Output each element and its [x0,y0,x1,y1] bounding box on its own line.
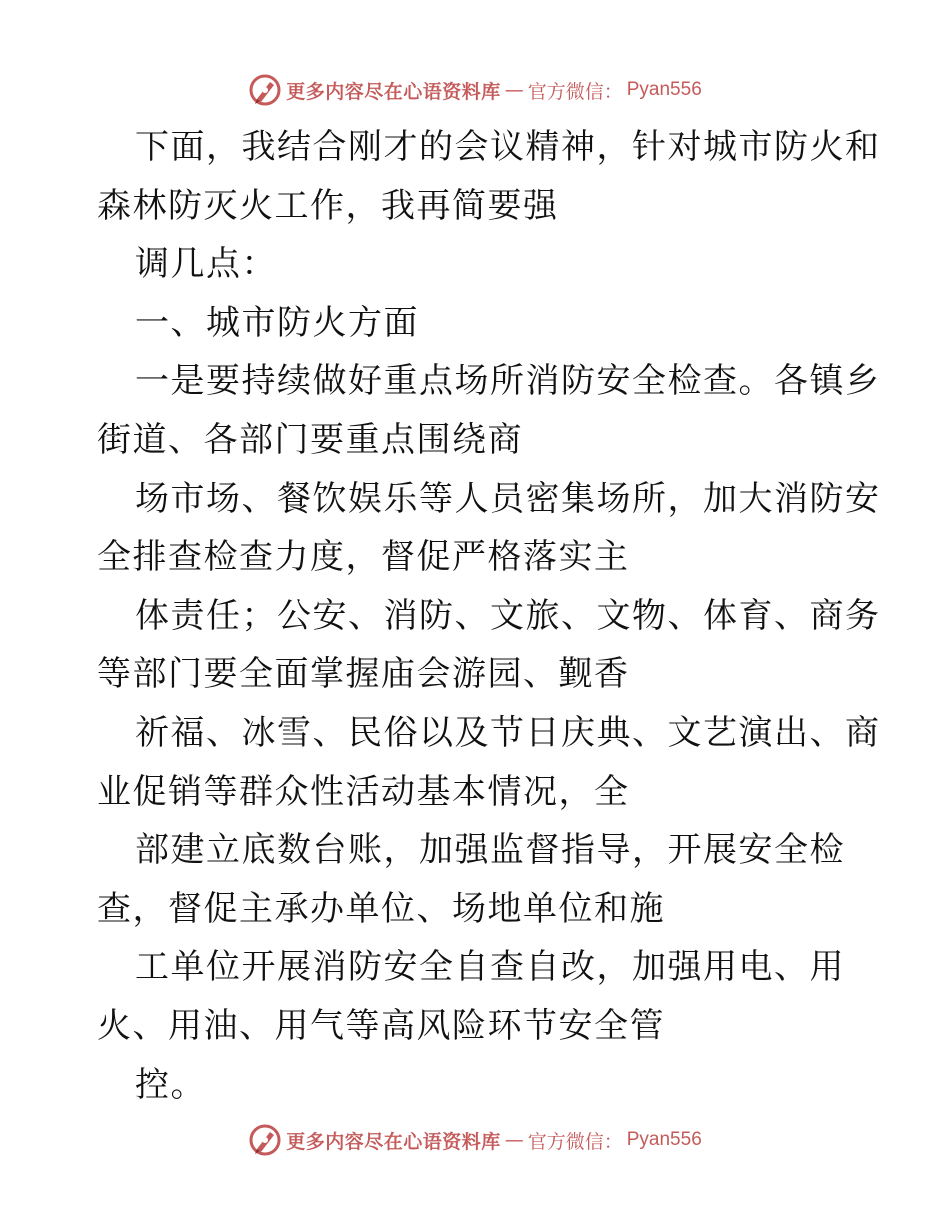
body-line: 祈福、冰雪、民俗以及节日庆典、文艺演出、商 [135,712,881,753]
body-line: 部建立底数台账，加强监督指导，开展安全检 [135,830,845,871]
footer-wechat-id: Pyan556 [626,1129,702,1150]
footer-banner-inner [248,1123,702,1157]
body-line: 等部门要全面掌握庙会游园、觐香 [97,654,630,695]
body-line: 工单位开展消防安全自查自改，加强用电、用 [135,947,845,988]
body-line: 体责任；公安、消防、文旅、文物、体育、商务 [135,595,881,636]
body-line: 业促销等群众性活动基本情况，全 [97,771,630,812]
pen-logo-icon [248,1123,282,1157]
body-line: 控。 [135,1064,206,1105]
pen-logo-icon [248,73,282,107]
footer-wechat-label: 官方微信： [527,1130,623,1153]
header-wechat-label: 官方微信： [527,80,623,103]
header-watermark-banner [0,72,950,108]
body-line: 火、用油、用气等高风险环节安全管 [97,1005,665,1046]
header-banner-inner [248,73,702,107]
body-line: 街道、各部门要重点围绕商 [97,419,523,460]
body-line: 森林防灭火工作，我再简要强 [97,185,559,226]
footer-watermark-banner [0,1122,950,1158]
footer-site-text: 更多内容尽在心语资料库 [286,1130,501,1153]
body-line: 下面，我结合刚才的会议精神，针对城市防火和 [135,127,881,167]
header-dash: — [504,79,524,101]
body-line: 一是要持续做好重点场所消防安全检查。各镇乡 [135,361,881,402]
header-site-text: 更多内容尽在心语资料库 [286,80,501,103]
section-heading: 一、城市防火方面 [135,302,419,343]
header-wechat-id: Pyan556 [626,79,702,100]
footer-dash: — [504,1129,524,1151]
body-line: 调几点： [135,244,277,285]
body-line: 场市场、餐饮娱乐等人员密集场所，加大消防安 [135,478,881,519]
document-body [97,118,881,1114]
body-line: 查，督促主承办单位、场地单位和施 [97,888,665,929]
body-line: 全排查检查力度，督促严格落实主 [97,537,630,578]
